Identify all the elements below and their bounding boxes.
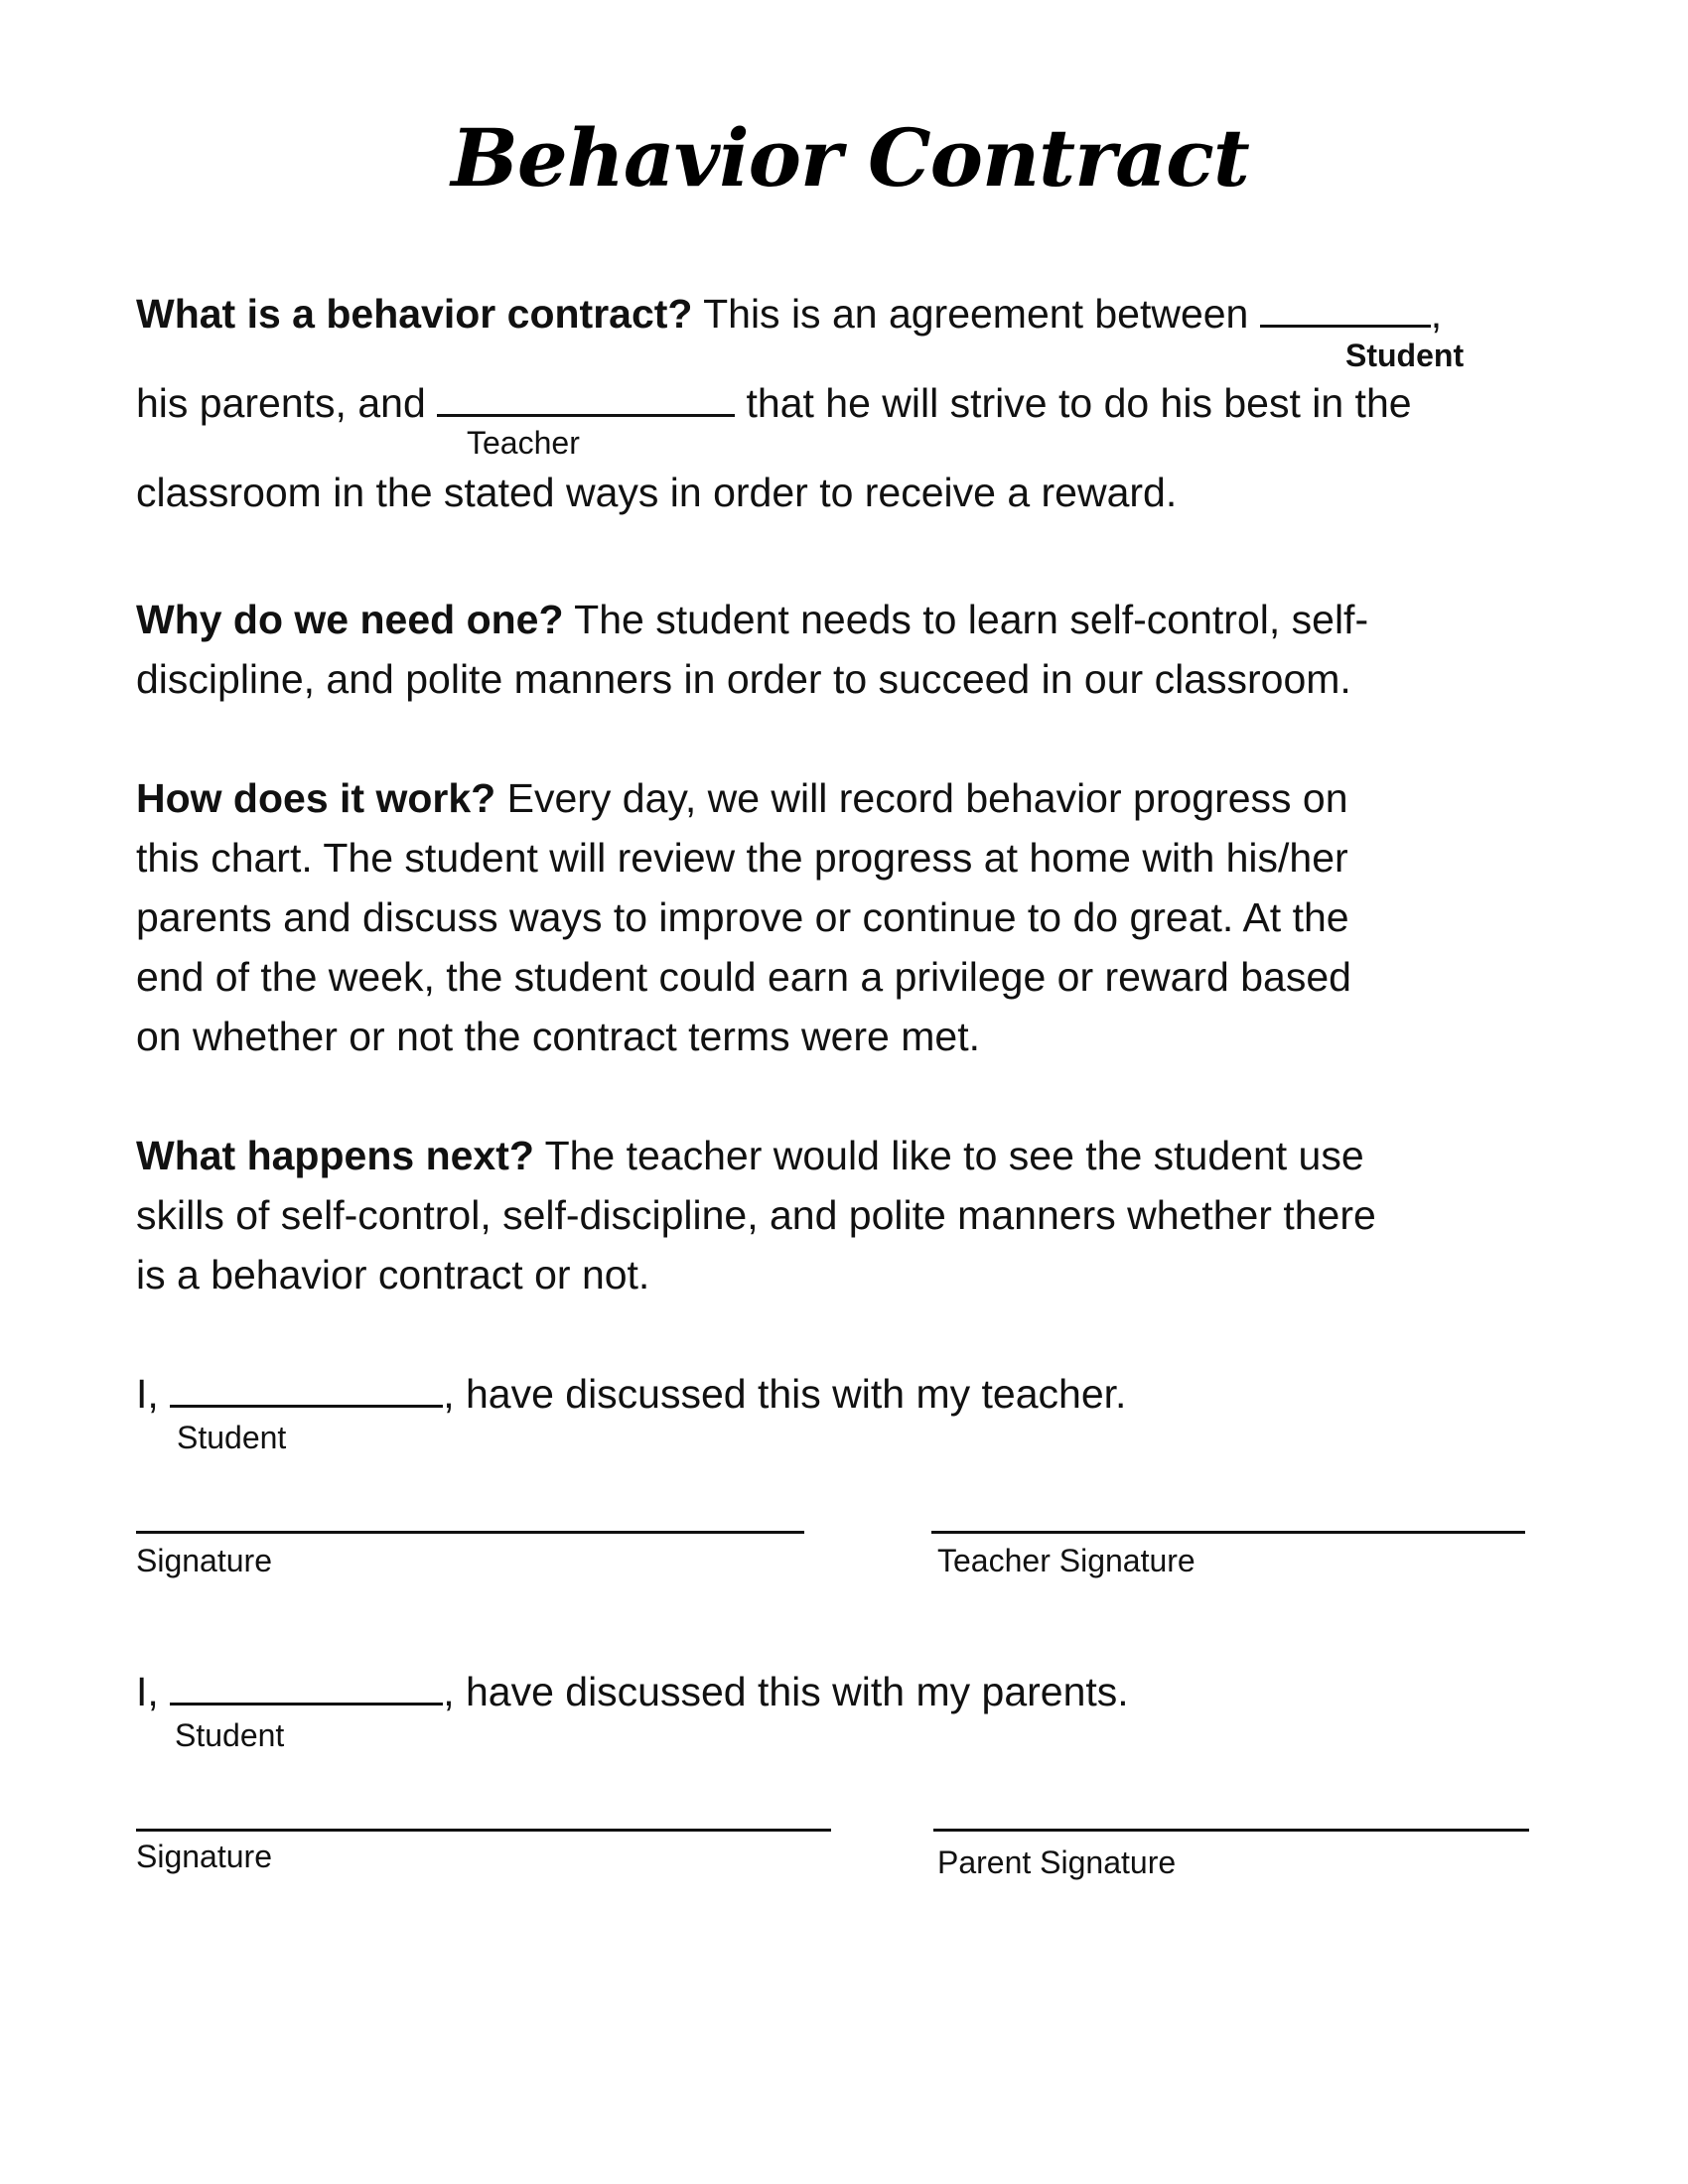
agreement-suffix: , have discussed this with my teacher.: [443, 1371, 1127, 1417]
parent-signature-label: Parent Signature: [937, 1844, 1177, 1880]
how-line-1: [136, 775, 1348, 821]
teacher-agreement-line: [136, 1371, 1127, 1417]
student-signature-label-teacher: Signature: [136, 1543, 272, 1578]
what-text-2-start: his parents, and: [136, 380, 438, 426]
how-line-5: on whether or not the contract terms were met.: [136, 1014, 980, 1059]
how-line-4: end of the week, the student could earn a privilege or reward based: [136, 954, 1351, 1000]
what-line-3: classroom in the stated ways in order to receive a reward.: [136, 470, 1178, 515]
next-heading: What happens next?: [136, 1133, 534, 1178]
how-line-2: this chart. The student will review the progress at home with his/her: [136, 835, 1348, 881]
student-name-blank-teacher[interactable]: [170, 1375, 443, 1408]
agreement-prefix: I,: [136, 1669, 171, 1714]
how-text-1: Every day, we will record behavior progress on: [495, 775, 1348, 821]
student-signature-line-teacher[interactable]: [136, 1531, 804, 1534]
why-text-1: The student needs to learn self-control, self-: [563, 597, 1369, 642]
next-line-1: [136, 1133, 1364, 1178]
document-title: Behavior Contract: [451, 111, 1249, 205]
agreement-suffix: , have discussed this with my parents.: [443, 1669, 1129, 1714]
student-blank-label: Student: [1345, 338, 1465, 373]
what-heading: What is a behavior contract?: [136, 291, 693, 337]
how-line-3: parents and discuss ways to improve or continue to do great. At the: [136, 894, 1349, 940]
next-text-1: The teacher would like to see the student use: [533, 1133, 1364, 1178]
student-signature-line-parent[interactable]: [136, 1829, 831, 1832]
what-line-2: [136, 380, 1412, 426]
next-line-2: skills of self-control, self-discipline, and polite manners whether there: [136, 1192, 1376, 1238]
student-label-teacher: Student: [177, 1420, 287, 1455]
teacher-blank-label: Teacher: [467, 425, 580, 461]
student-name-blank[interactable]: [1260, 295, 1431, 328]
student-signature-label-parent: Signature: [136, 1839, 272, 1874]
how-heading: How does it work?: [136, 775, 496, 821]
what-text-2-end: that he will strive to do his best in the: [735, 380, 1412, 426]
teacher-signature-line[interactable]: [931, 1531, 1525, 1534]
comma: ,: [1430, 291, 1443, 337]
why-heading: Why do we need one?: [136, 597, 564, 642]
student-name-blank-parent[interactable]: [170, 1673, 443, 1706]
teacher-signature-label: Teacher Signature: [937, 1543, 1196, 1578]
why-line-2: discipline, and polite manners in order to succeed in our classroom.: [136, 656, 1351, 702]
next-line-3: is a behavior contract or not.: [136, 1252, 650, 1297]
why-line-1: [136, 597, 1369, 642]
parent-agreement-line: [136, 1669, 1129, 1714]
what-line-1: [136, 291, 1443, 337]
what-text-1: This is an agreement between: [692, 291, 1260, 337]
parent-signature-line[interactable]: [933, 1829, 1529, 1832]
agreement-prefix: I,: [136, 1371, 171, 1417]
student-label-parent: Student: [175, 1717, 285, 1753]
teacher-name-blank[interactable]: [437, 384, 735, 417]
